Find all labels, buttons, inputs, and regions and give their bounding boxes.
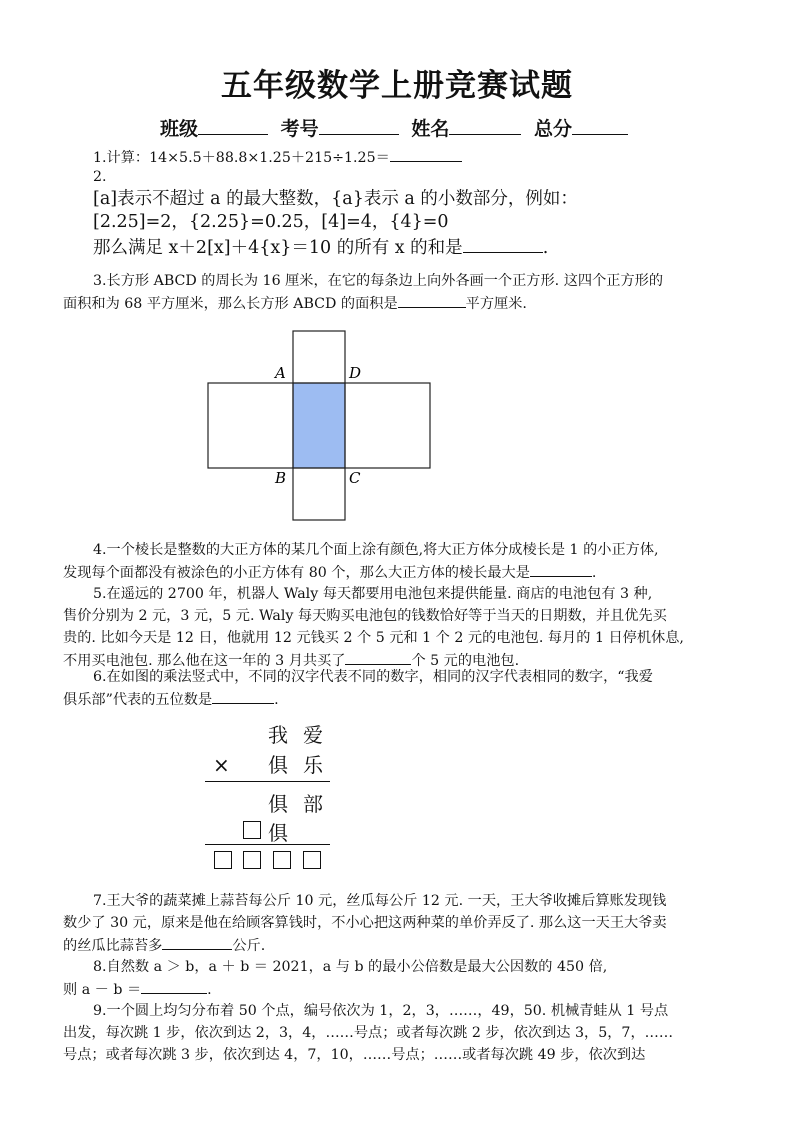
name-blank [449, 116, 521, 135]
class-label: 班级 [160, 118, 199, 140]
question-5-line-2: 售价分别为 2 元，3 元，5 元. Waly 每天购买电池包的钱数恰好等于当天的日期数，并且优先买 [63, 608, 667, 624]
period: . [207, 982, 212, 998]
exam-no-label: 考号 [280, 118, 319, 140]
question-6 [63, 666, 735, 711]
question-5-text: 不用买电池包. 那么他在这一年的 3 月共买了 [63, 653, 346, 669]
question-7-unit: 公斤. [232, 938, 266, 954]
label-b: B [275, 469, 287, 487]
blank-box [273, 851, 291, 869]
multiplication-figure [205, 715, 335, 875]
answer-blank [463, 234, 543, 253]
question-3-text: 面积和为 68 平方厘米，那么长方形 ABCD 的面积是 [63, 296, 398, 312]
question-5-line-1: 5.在遥远的 2700 年，机器人 Waly 每天都要用电池包来提供能量. 商店的电池包有 3 种, [93, 586, 653, 602]
question-7-line-2: 数少了 30 元，原来是他在给顾客算钱时，不小心把这两种菜的单价弄反了. 那么这一天王大爷卖 [63, 915, 667, 931]
period: . [591, 565, 597, 581]
label-c: C [349, 469, 361, 487]
question-9-line-3: 号点；或者每次跳 3 步，依次到达 4，7，10，……号点；……或者每次跳 49 步，依次到达 [63, 1047, 646, 1063]
score-blank [572, 116, 628, 135]
divider-line [205, 781, 330, 782]
question-7-line-3 [63, 934, 735, 957]
question-4-text: 发现每个面都没有被涂色的小正方体有 80 个，那么大正方体的棱长最大是 [63, 565, 530, 581]
question-2 [93, 188, 733, 260]
question-9-line-1: 9.一个圆上均匀分布着 50 个点，编号依次为 1，2，3，……，49，50. 机械青蛙从 1 号点 [93, 1003, 669, 1019]
question-8-line-1: 8.自然数 a ＞ b，a ＋ b ＝ 2021，a 与 b 的最小公倍数是最大公因数的 450 倍, [93, 959, 608, 975]
question-4 [63, 539, 735, 584]
question-7-text: 的丝瓜比蒜苔多 [63, 938, 163, 954]
question-7 [63, 890, 735, 957]
question-3-unit: 平方厘米. [465, 296, 527, 312]
char-le: 乐 [303, 753, 323, 777]
question-3 [63, 270, 735, 315]
question-8-text: 则 a － b ＝ [63, 982, 142, 998]
char-ju: 俱 [268, 753, 288, 777]
question-9 [63, 1000, 735, 1066]
answer-blank [212, 688, 274, 704]
char-ai: 爱 [303, 723, 323, 747]
question-2-equation: 那么满足 x＋2[x]＋4{x}＝10 的所有 x 的和是 [93, 238, 463, 258]
divider-line [205, 844, 330, 845]
char-bu: 部 [303, 792, 323, 816]
right-square [345, 383, 430, 468]
name-label: 姓名 [411, 118, 450, 140]
question-1-text: 1.计算：14×5.5＋88.8×1.25＋215÷1.25＝ [93, 150, 390, 166]
question-2-line-2: [2.25]=2，{2.25}=0.25，[4]=4，{4}=0 [93, 212, 449, 232]
question-6-line-1: 6.在如图的乘法竖式中，不同的汉字代表不同的数字，相同的汉字代表相同的数字，“我爱 [93, 669, 653, 685]
bottom-square [293, 468, 345, 520]
question-8-line-2 [63, 978, 735, 1001]
rectangle-abcd [293, 383, 345, 468]
question-6-line-2 [63, 688, 735, 711]
char-wo: 我 [268, 723, 288, 747]
question-2-line-3 [93, 234, 733, 260]
blank-box [243, 821, 261, 839]
blank-box [243, 851, 261, 869]
question-5 [63, 583, 735, 672]
char-ju: 俱 [268, 821, 288, 845]
question-4-line-1: 4.一个棱长是整数的大正方体的某几个面上涂有颜色,将大正方体分成棱长是 1 的小正方体, [93, 542, 659, 558]
left-square [208, 383, 293, 468]
period: . [542, 238, 549, 258]
question-5-tail: 个 5 元的电池包. [411, 653, 520, 669]
times-sign: × [213, 753, 230, 777]
score-label: 总分 [533, 118, 572, 140]
answer-blank [141, 978, 207, 994]
exam-no-blank [319, 116, 399, 135]
class-blank [198, 116, 268, 135]
student-info-line [0, 114, 794, 141]
question-2-line-1: [a]表示不超过 a 的最大整数，{a}表示 a 的小数部分，例如： [93, 189, 578, 209]
blank-box [303, 851, 321, 869]
answer-blank [398, 292, 466, 308]
question-9-line-2: 出发，每次跳 1 步，依次到达 2，3，4，……号点；或者每次跳 2 步，依次到达 3，5，7，…… [63, 1025, 674, 1041]
label-d: D [349, 364, 362, 382]
period: . [274, 692, 279, 708]
blank-box [214, 851, 232, 869]
answer-blank [390, 146, 462, 162]
answer-blank [345, 649, 411, 665]
question-8 [63, 956, 735, 1001]
answer-blank [162, 934, 232, 950]
rectangle-squares-figure [195, 325, 445, 530]
page-title: 五年级数学上册竞赛试题 [221, 68, 573, 104]
question-7-line-1: 7.王大爷的蔬菜摊上蒜苔每公斤 10 元，丝瓜每公斤 12 元. 一天，王大爷收摊后算账发现钱 [93, 893, 667, 909]
answer-blank [530, 561, 592, 577]
label-a: A [275, 364, 286, 382]
question-3-line-2 [63, 292, 735, 315]
question-2-number: 2. [93, 169, 107, 185]
question-5-line-3: 贵的. 比如今天是 12 日，他就用 12 元钱买 2 个 5 元和 1 个 2 元的电池包. 每月的 1 日停机休息, [63, 630, 684, 646]
top-square [293, 331, 345, 383]
question-4-line-2 [63, 561, 735, 584]
question-6-text: 俱乐部”代表的五位数是 [63, 692, 213, 708]
char-ju: 俱 [268, 792, 288, 816]
question-3-line-1: 3.长方形 ABCD 的周长为 16 厘米，在它的每条边上向外各画一个正方形. 这四个正方形的 [93, 273, 664, 289]
